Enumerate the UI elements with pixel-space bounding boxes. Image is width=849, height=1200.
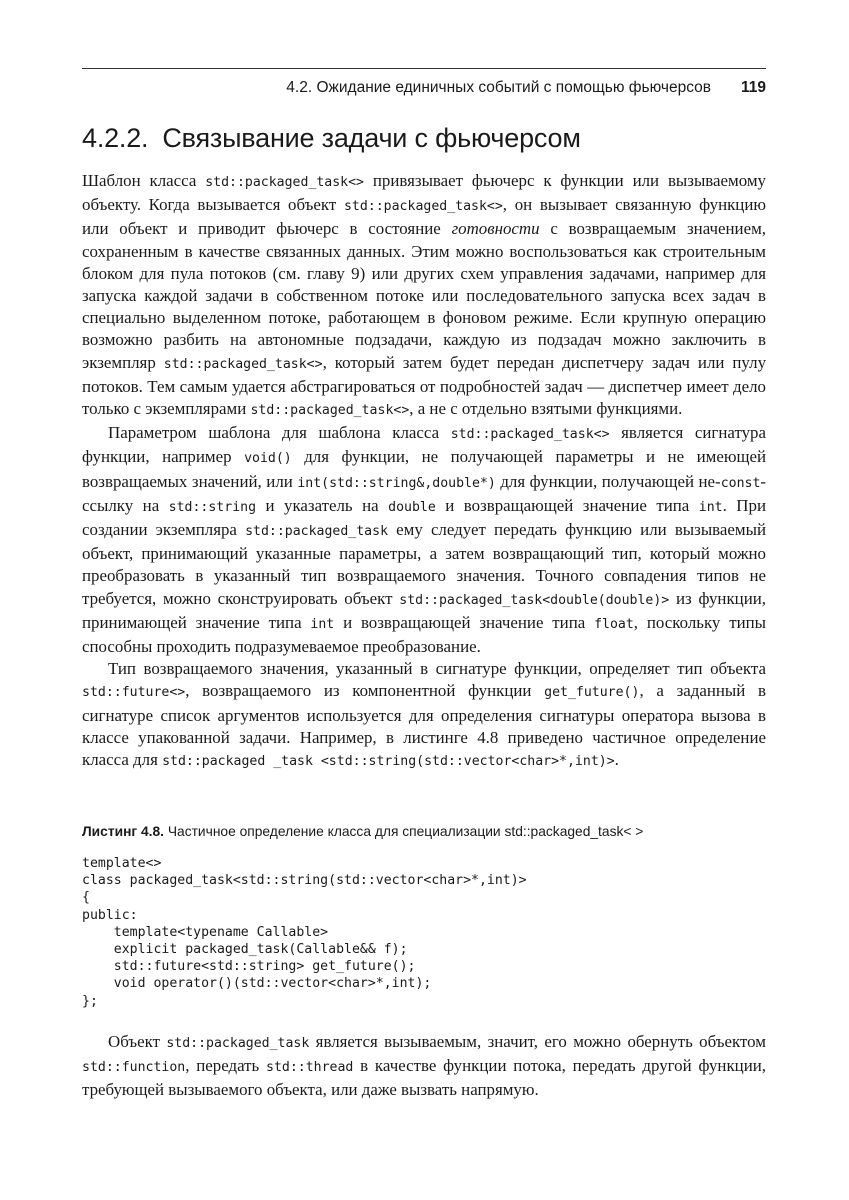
text-run: из функции, принимающей значение типа bbox=[82, 588, 767, 632]
inline-code: std::thread bbox=[266, 1060, 354, 1076]
text-run: и указатель на bbox=[256, 495, 389, 515]
body-text bbox=[82, 170, 766, 773]
text-run: для функции, не получающей параметры и не имеющей возвращаемых значений, или bbox=[82, 447, 766, 491]
paragraph-3 bbox=[82, 658, 766, 773]
text-run: . При создании экземпляра bbox=[82, 495, 766, 540]
text-run: , возвращаемого из компонентной функции bbox=[185, 681, 545, 701]
closing-text bbox=[82, 1031, 766, 1102]
page-number: 119 bbox=[740, 79, 766, 96]
text-run: в качестве функции потока, передать другой функции, требующей вызываемого объекта, или даже вызвать напрямую. bbox=[82, 1056, 766, 1100]
section-number: 4.2.2. bbox=[82, 123, 149, 153]
inline-code: std::packaged_task<> bbox=[205, 175, 364, 190]
inline-code: std::function bbox=[82, 1060, 186, 1076]
text-run: Шаблон класса bbox=[82, 171, 206, 190]
text-run: , он вызывает связанную функцию или объект и приводит фьючерс в состояние bbox=[82, 195, 767, 239]
inline-code: int(std::string&,double*) bbox=[297, 475, 496, 491]
text-run: , который затем будет передан диспетчеру задач или пулу потоков. Тем самым удается абстрагироваться от подробностей задач — диспетчер имеет дело только с экземплярами bbox=[82, 352, 767, 419]
inline-code: std::packaged_task<> bbox=[163, 356, 323, 372]
inline-code: std::packaged_task<> bbox=[343, 199, 503, 215]
text-run: для функции, получающей не- bbox=[495, 471, 721, 491]
running-header-title: 4.2. Ожидание единичных событий с помощью фьючерсов bbox=[286, 79, 711, 96]
text-run: привязывает фьючерс к функции или вызываемому объекту. Когда вызывается объект bbox=[82, 171, 766, 215]
listing-label: Листинг 4.8. bbox=[82, 824, 164, 839]
paragraph-2 bbox=[82, 422, 766, 658]
paragraph-1 bbox=[82, 170, 766, 422]
text-run: является вызываемым, значит, его можно обернуть объектом bbox=[309, 1032, 766, 1051]
text-run: с возвращаемым значением, сохраненным в качестве связанных данных. Этим можно воспользоваться как строительным блоком для пула потоков (см. главу 9) или других схем управления задачами, например для запуска каждой задачи в собственном потоке или последовательного запуска всех задач в специально выделенном потоке, работающем в фоновом режиме. Если крупную операцию возможно разбить на автономные подзадачи, каждую из подзадач можно заключить в экземпляр bbox=[82, 219, 766, 372]
text-run: , передать bbox=[185, 1056, 267, 1076]
paragraph-4 bbox=[82, 1031, 766, 1102]
inline-code: std::packaged_task<> bbox=[450, 427, 610, 443]
text-run: ему следует передать функцию или вызываемый объект, принимающий указанные параметры, а затем возвращающий тип, который можно преобразовать в указанный тип возвращаемого значения. Точного совпадения типов не требуется, можно сконструировать объект bbox=[82, 520, 766, 608]
inline-code: float bbox=[594, 616, 634, 632]
text-run: Параметром шаблона для шаблона класса bbox=[108, 423, 451, 443]
code-listing: template<> class packaged_task<std::string(std::vector<char>*,int)> { public: template<typename Callable> explicit packaged_task(Callable&& f); std::future<std::string> get_future(); void operator()(std::vector<char>*,int); }; bbox=[82, 856, 527, 1009]
text-run: , а не с отдельно взятыми функциями. bbox=[409, 399, 683, 419]
inline-code: const bbox=[720, 475, 761, 491]
inline-code: int bbox=[310, 616, 335, 632]
text-run: и возвращающей значение типа bbox=[334, 612, 595, 632]
inline-code: get_future() bbox=[544, 685, 640, 701]
inline-code: std::packaged_task bbox=[245, 524, 389, 540]
text-run: , поскольку типы способны проходить подразумеваемое преобразование. bbox=[82, 612, 767, 657]
inline-code: std::future<> bbox=[82, 685, 186, 701]
inline-code: std::packaged_task bbox=[166, 1036, 310, 1051]
emphasis: готовности bbox=[451, 219, 540, 239]
inline-code: std::packaged_task<> bbox=[250, 403, 410, 419]
text-run: , а заданный в сигнатуре список аргументов используется для определения сигнатуры оператора вызова в классе упакованной задачи. Например, в листинге 4.8 приведено частичное определение класса для bbox=[82, 681, 766, 770]
text-run: и возвращающей значение типа bbox=[435, 495, 699, 515]
inline-code: void() bbox=[244, 451, 292, 467]
inline-code: std::packaged _task <std::string(std::vector<char>*,int)> bbox=[162, 754, 615, 770]
text-run: Объект bbox=[108, 1032, 167, 1051]
inline-code: double bbox=[388, 499, 436, 515]
text-run: -ссылку на bbox=[82, 471, 767, 515]
inline-code: int bbox=[698, 499, 723, 515]
header-rule bbox=[82, 68, 766, 69]
listing-caption bbox=[82, 822, 766, 842]
listing-caption-text: Частичное определение класса для специализации std::packaged_task< > bbox=[164, 824, 644, 839]
section-title: Связывание задачи с фьючерсом bbox=[162, 123, 581, 153]
text-run: . bbox=[614, 750, 619, 770]
inline-code: std::string bbox=[168, 499, 257, 515]
text-run: Тип возвращаемого значения, указанный в сигнатуре функции, определяет тип объекта bbox=[108, 659, 766, 679]
text-run: является сигнатура функции, например bbox=[82, 423, 766, 467]
running-header bbox=[82, 74, 766, 102]
section-heading bbox=[82, 118, 581, 158]
inline-code: std::packaged_task<double(double)> bbox=[399, 592, 670, 608]
